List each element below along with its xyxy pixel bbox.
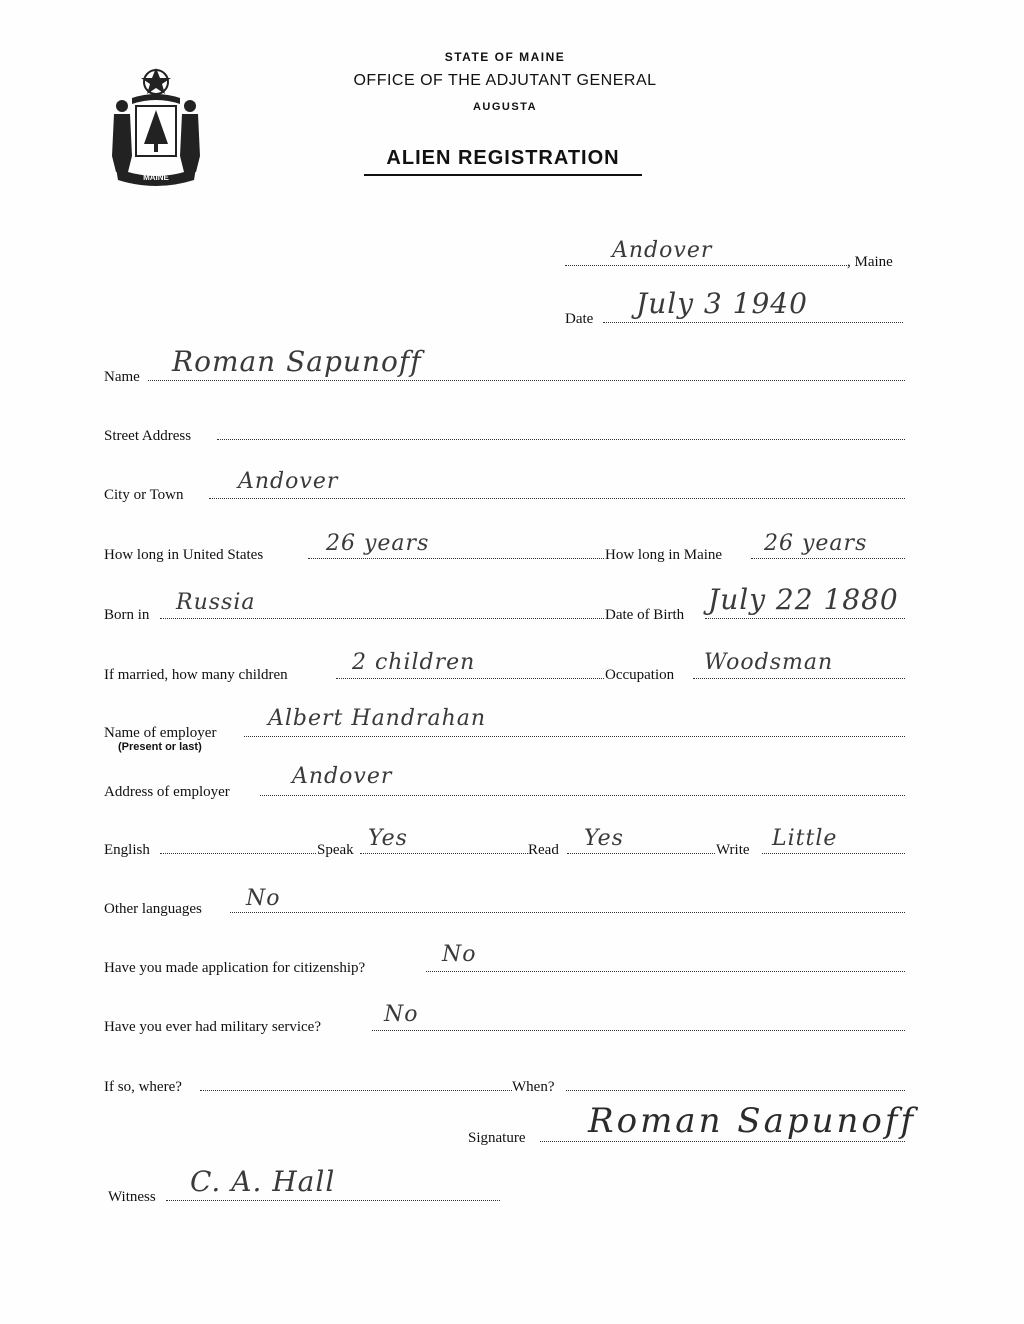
when-label: When? [512,1079,555,1095]
employer-address-line [260,795,905,796]
witness-value[interactable]: C. A. Hall [190,1165,336,1198]
date-of-birth-line [705,618,905,619]
employer-name-sublabel: (Present or last) [118,741,202,753]
military-label: Have you ever had military service? [104,1019,321,1035]
city-line [209,498,905,499]
street-address-label: Street Address [104,428,192,444]
english-label: English [104,842,150,858]
witness-line [166,1200,500,1201]
employer-name-value[interactable]: Albert Handrahan [268,706,487,731]
other-languages-line [230,912,905,913]
how-long-maine-line [751,558,905,559]
header-office: OFFICE OF THE ADJUTANT GENERAL [353,72,657,89]
street-address-line [217,439,905,440]
city-label: City or Town [104,487,184,503]
write-line [762,853,905,854]
born-in-label: Born in [104,607,150,623]
speak-line [360,853,528,854]
citizenship-line [426,971,905,972]
read-line [567,853,715,854]
children-line [336,678,604,679]
english-line [160,853,316,854]
state-of-maine-seal [102,64,210,188]
name-line [148,380,905,381]
other-languages-label: Other languages [104,901,202,917]
how-long-maine-value[interactable]: 26 years [764,531,868,556]
military-line [372,1030,905,1031]
citizenship-label: Have you made application for citizenship? [104,960,366,976]
read-value[interactable]: Yes [584,826,624,851]
form-title: ALIEN REGISTRATION [386,147,620,169]
born-in-value[interactable]: Russia [176,590,256,615]
children-value[interactable]: 2 children [352,650,476,675]
header-state: STATE OF MAINE [444,50,566,64]
write-label: Write [716,842,750,858]
when-line [566,1090,905,1091]
place-line [565,265,847,266]
occupation-label: Occupation [605,667,675,683]
write-value[interactable]: Little [772,826,838,851]
date-of-birth-value[interactable]: July 22 1880 [708,583,899,616]
how-long-us-value[interactable]: 26 years [326,531,430,556]
signature-value[interactable]: Roman Sapunoff [588,1101,917,1141]
speak-label: Speak [317,842,354,858]
date-of-birth-label: Date of Birth [605,607,685,623]
signature-label: Signature [468,1130,526,1146]
date-label: Date [565,311,594,327]
date-line [603,322,903,323]
place-suffix: , Maine [847,254,893,270]
military-value[interactable]: No [384,1002,419,1027]
seal-banner-text: MAINE [143,173,169,182]
employer-address-label: Address of employer [104,784,230,800]
other-languages-value[interactable]: No [246,886,281,911]
where-label: If so, where? [104,1079,182,1095]
how-long-maine-label: How long in Maine [605,547,723,563]
children-label: If married, how many children [104,667,288,683]
name-value[interactable]: Roman Sapunoff [172,345,422,378]
read-label: Read [528,842,559,858]
citizenship-value[interactable]: No [442,942,477,967]
employer-address-value[interactable]: Andover [292,764,393,789]
employer-name-label: Name of employer [104,725,217,741]
how-long-us-label: How long in United States [104,547,264,563]
title-underline [364,174,642,176]
employer-name-line [244,736,905,737]
speak-value[interactable]: Yes [368,826,408,851]
signature-line [540,1141,905,1142]
occupation-value[interactable]: Woodsman [704,650,834,675]
occupation-line [693,678,905,679]
born-in-line [160,618,604,619]
city-value[interactable]: Andover [238,469,339,494]
header-city: AUGUSTA [472,101,538,113]
where-line [200,1090,512,1091]
how-long-us-line [308,558,604,559]
date-value[interactable]: July 3 1940 [636,287,808,320]
place-value[interactable]: Andover [612,238,713,263]
name-label: Name [104,369,140,385]
witness-label: Witness [108,1189,156,1205]
